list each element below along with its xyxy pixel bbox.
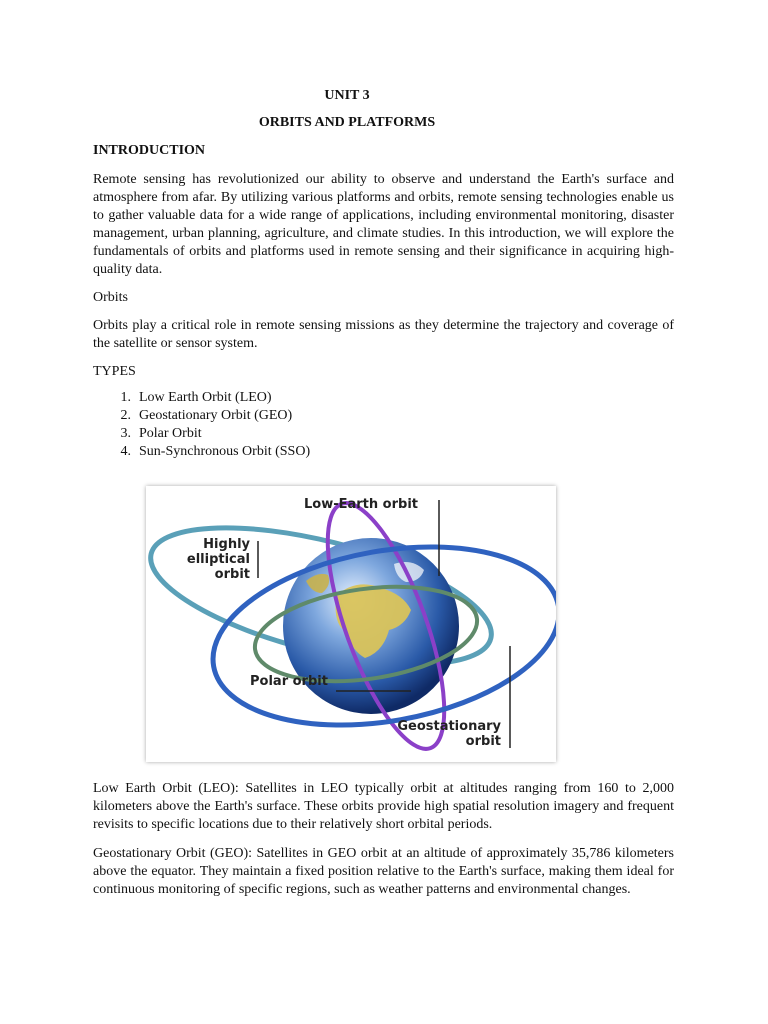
introduction-paragraph: Remote sensing has revolutionized our ability to observe and understand the Earth's surface and atmosphere from afar. By utilizing various platforms and orbits, remote sensing technologies enable us to gather valuable data for a wide range of applications, including environmental monitoring, disaster management, urban planning, agriculture, and climate studies. In this introduction, we will explore the fundamentals of orbits and platforms used in remote sensing and their significance in acquiring high-quality data. (93, 172, 674, 277)
list-text: Sun-Synchronous Orbit (SSO) (139, 444, 311, 459)
orbits-label: Orbits (93, 290, 128, 305)
list-number: 3. (120, 426, 131, 441)
list-number: 1. (120, 390, 131, 405)
introduction-heading: INTRODUCTION (93, 143, 206, 158)
list-text: Low Earth Orbit (LEO) (139, 390, 272, 405)
geo-paragraph: Geostationary Orbit (GEO): Satellites in GEO orbit at an altitude of approximately 35,786 kilometers above the equator. They maintain a fixed position relative to the Earth's surface, making them ideal for continuous monitoring of specific regions, such as weather patterns and environmental changes. (93, 846, 674, 897)
orbits-diagram (146, 486, 556, 762)
highly-elliptical-label-line3: orbit (214, 567, 250, 582)
highly-elliptical-label-line1: Highly (203, 537, 250, 552)
list-number: 4. (120, 444, 131, 459)
list-item (93, 443, 310, 461)
types-label: TYPES (93, 364, 136, 379)
low-earth-orbit-label: Low-Earth orbit (304, 497, 418, 512)
orbits-paragraph: Orbits play a critical role in remote sensing missions as they determine the trajectory and coverage of the satellite or sensor system. (93, 318, 674, 351)
polar-orbit-label: Polar orbit (250, 674, 328, 689)
list-text: Geostationary Orbit (GEO) (139, 408, 293, 423)
list-item (93, 425, 310, 443)
geostationary-label-line2: orbit (465, 734, 501, 749)
highly-elliptical-label-line2: elliptical (186, 552, 250, 567)
list-text: Polar Orbit (139, 426, 202, 441)
orbits-figure (146, 486, 556, 762)
document-title: ORBITS AND PLATFORMS (258, 115, 436, 130)
leo-paragraph: Low Earth Orbit (LEO): Satellites in LEO typically orbit at altitudes ranging from 160 to 2,000 kilometers above the Earth's surface. These orbits provide high spatial resolution imagery and frequent revisits to specific locations due to their relatively short orbital periods. (93, 781, 674, 832)
geostationary-label-line1: Geostationary (397, 719, 501, 734)
list-item (93, 389, 310, 407)
types-list (93, 389, 310, 461)
unit-heading: UNIT 3 (324, 88, 370, 103)
list-number: 2. (120, 408, 131, 423)
list-item (93, 407, 310, 425)
